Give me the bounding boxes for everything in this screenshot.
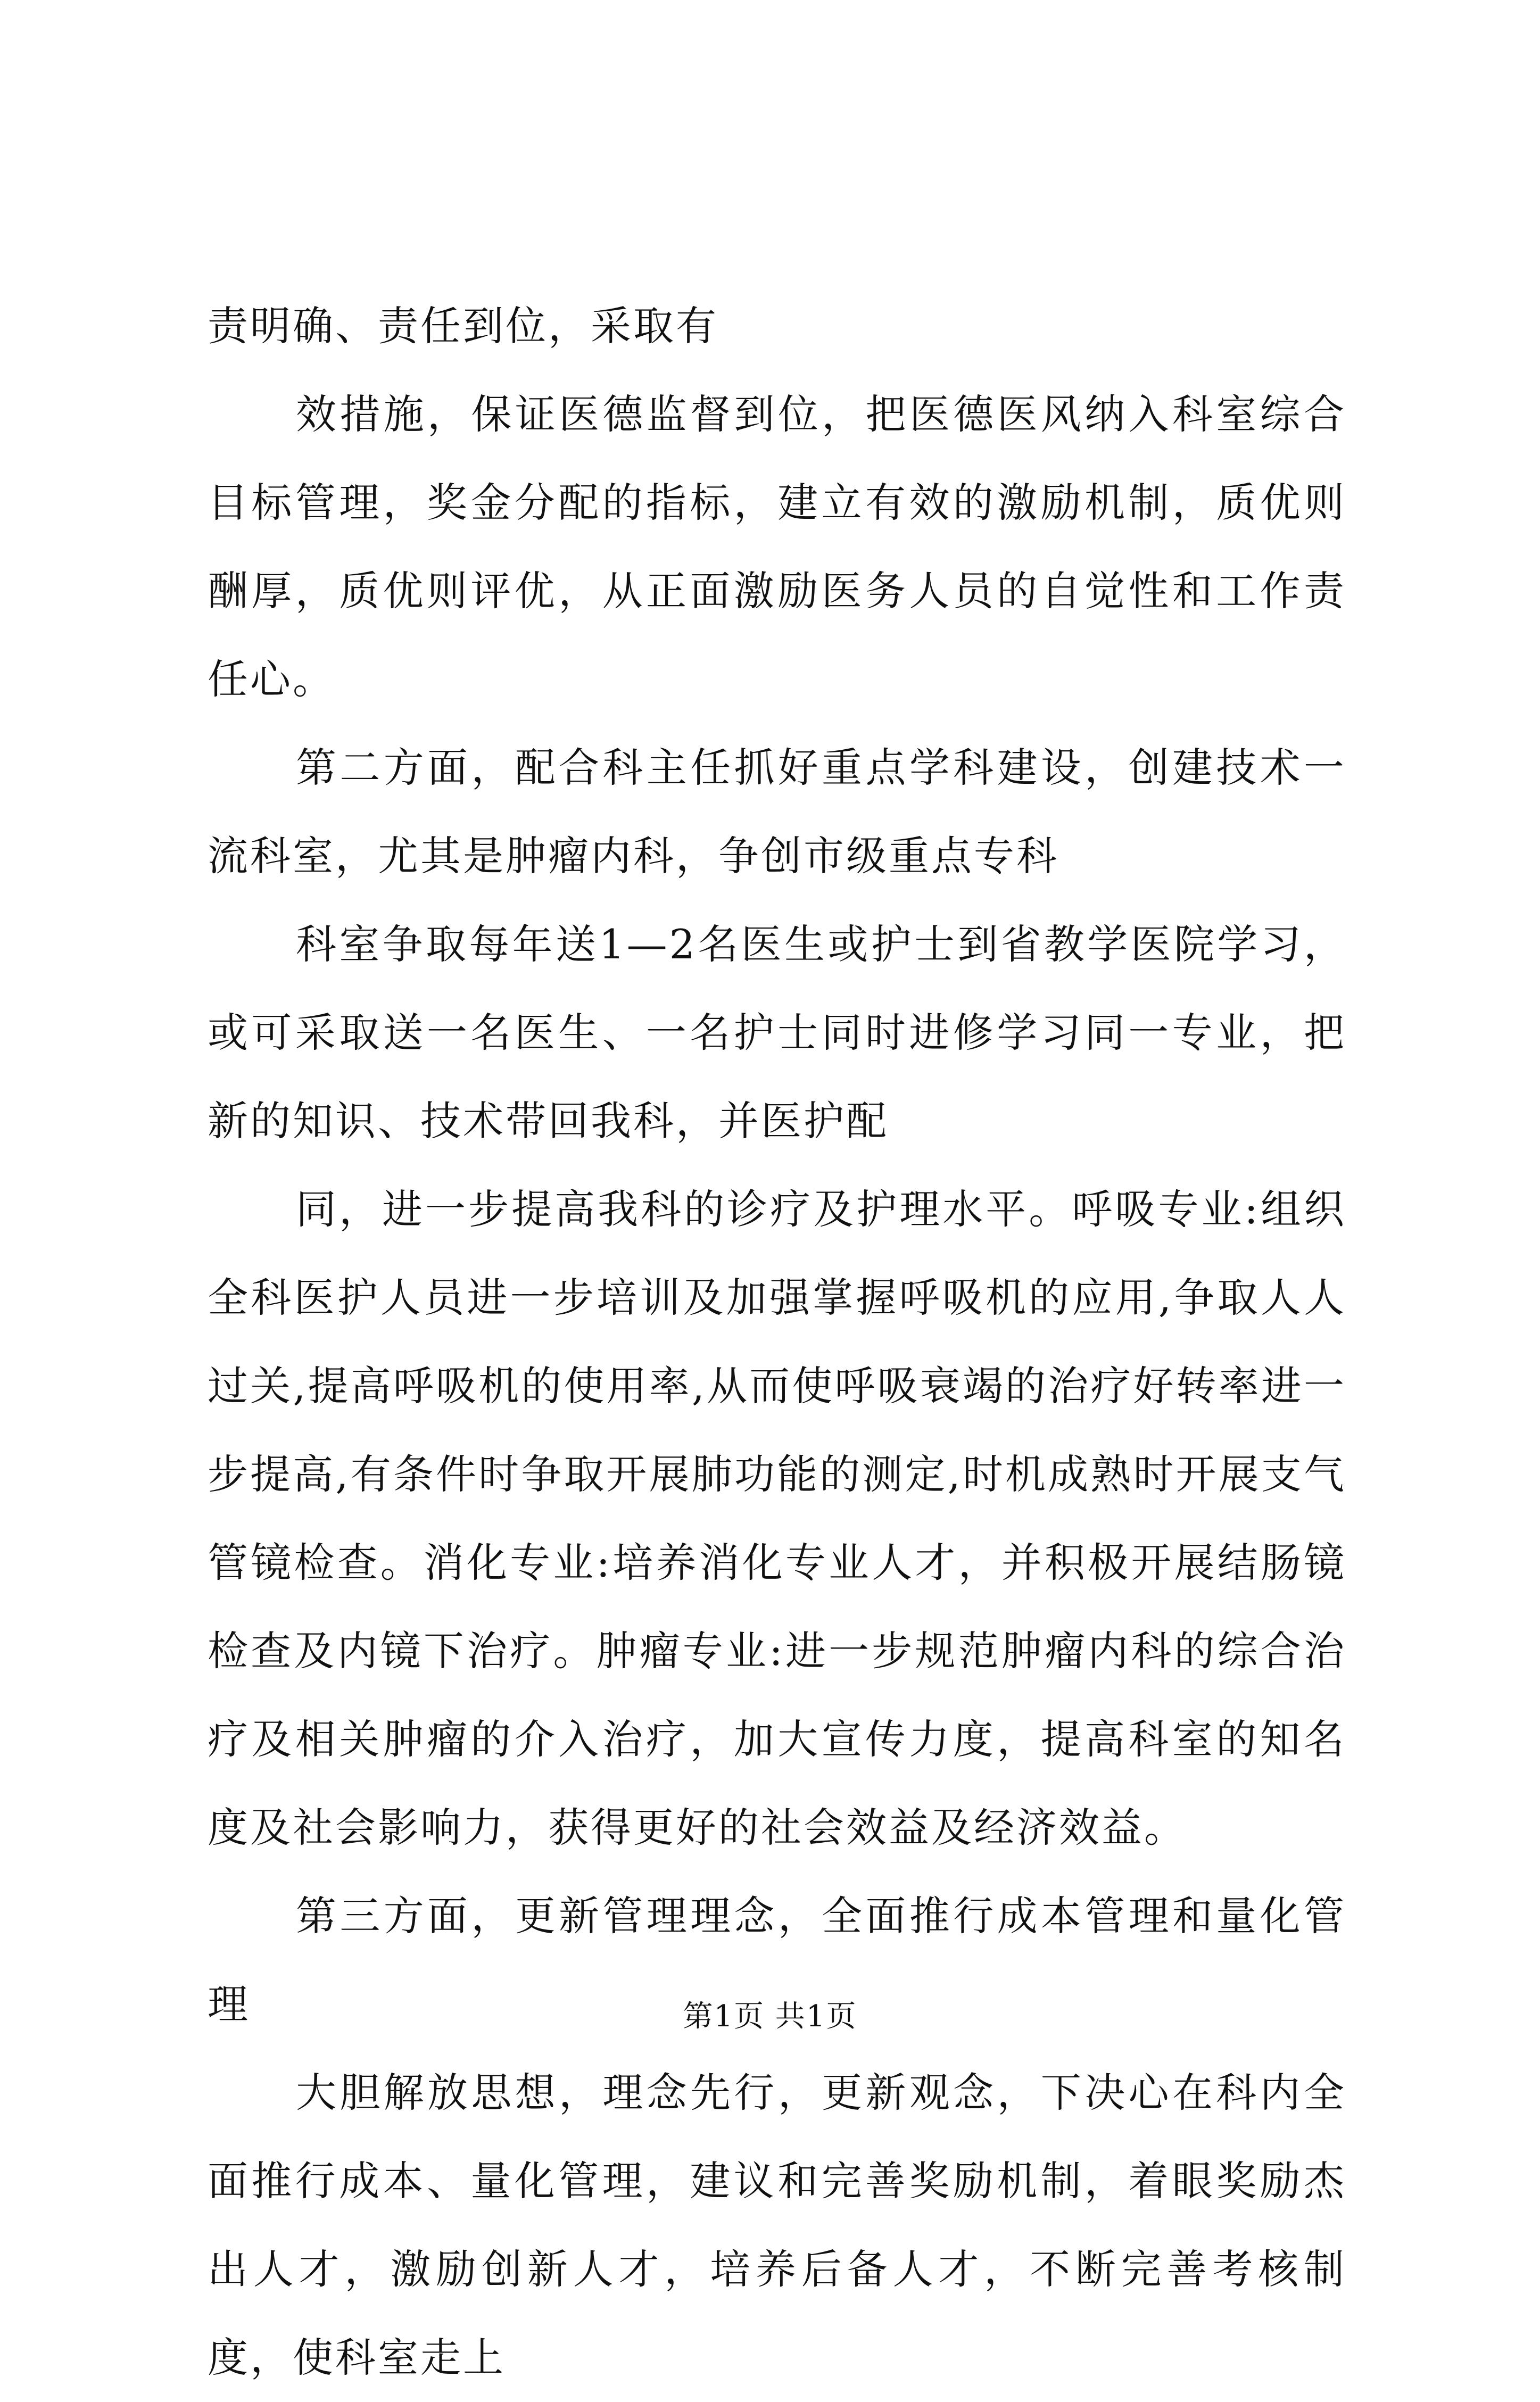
paragraph-5: 同，进一步提高我科的诊疗及护理水平。呼吸专业:组织全科医护人员进一步培训及加强掌握呼吸机的应用,争取人人过关,提高呼吸机的使用率,从而使呼吸衰竭的治疗好转率进一步提高,有条件时争取开展肺功能的测定,时机成熟时开展支气管镜检查。消化专业:培养消化专业人才，并积极开展结肠镜检查及内镜下治疗。肿瘤专业:进一步规范肿瘤内科的综合治疗及相关肿瘤的介入治疗，加大宣传力度，提高科室的知名度及社会影响力，获得更好的社会效益及经济效益。: [208, 1186, 1346, 1851]
paragraph-6: 第三方面，更新管理理念，全面推行成本管理和量化管理: [208, 1892, 1346, 2028]
paragraph-1: 责明确、责任到位，采取有: [208, 302, 718, 350]
document-body: [208, 282, 1346, 2402]
paragraph-2: 效措施，保证医德监督到位，把医德医风纳入科室综合目标管理，奖金分配的指标，建立有效的激励机制，质优则酬厚，质优则评优，从正面激励医务人员的自觉性和工作责任心。: [208, 391, 1346, 703]
paragraph-3: 第二方面，配合科主任抓好重点学科建设，创建技术一流科室，尤其是肿瘤内科，争创市级重点专科: [208, 744, 1346, 880]
page-footer: 第1页 共1页: [683, 1999, 857, 2034]
paragraph-7: 大胆解放思想，理念先行，更新观念，下决心在科内全面推行成本、量化管理，建议和完善奖励机制，着眼奖励杰出人才，激励创新人才，培养后备人才，不断完善考核制度，使科室走上: [208, 2069, 1346, 2381]
paragraph-4: 科室争取每年送1—2名医生或护士到省教学医院学习，或可采取送一名医生、一名护士同时进修学习同一专业，把新的知识、技术带回我科，并医护配: [208, 921, 1346, 1145]
